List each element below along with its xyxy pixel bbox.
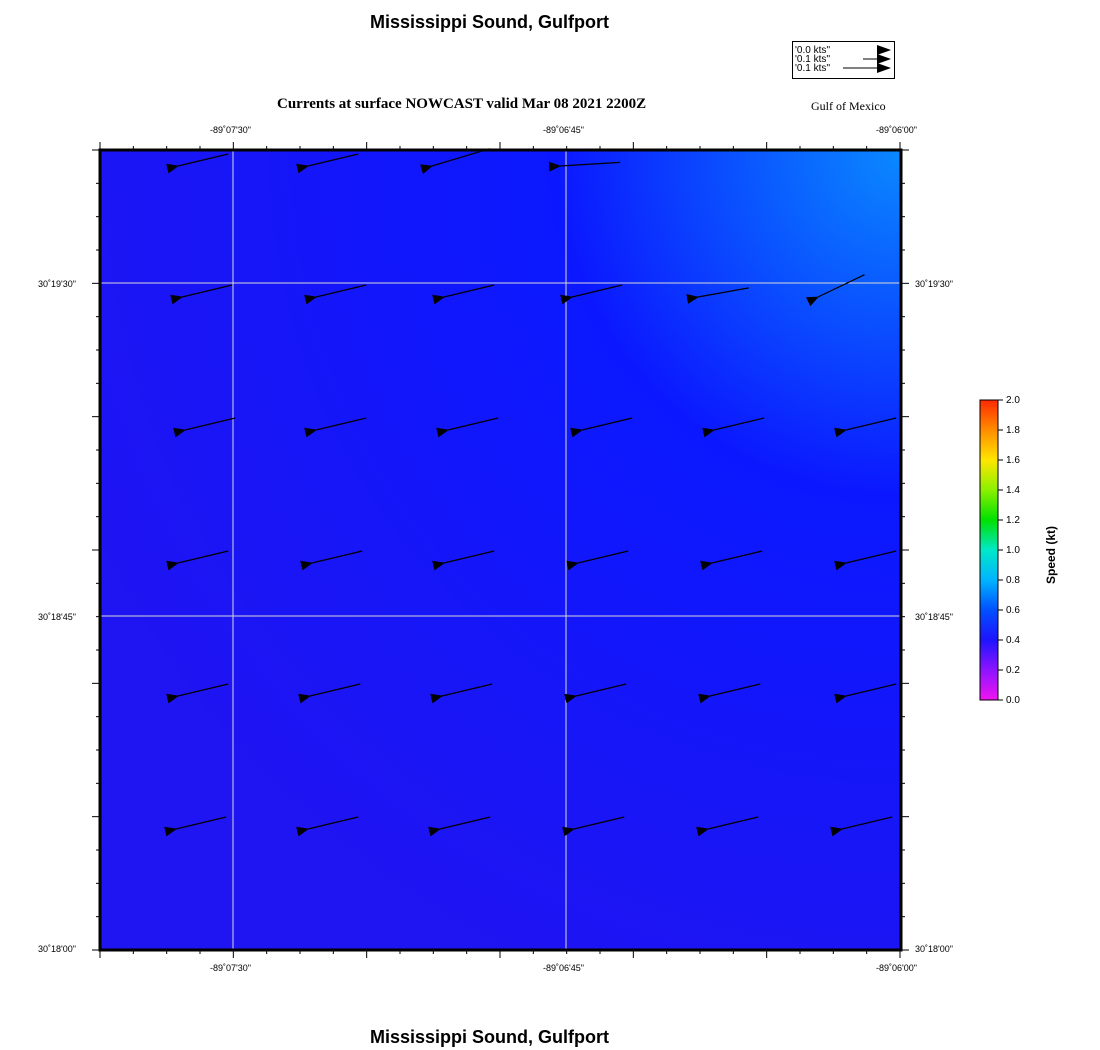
colorbar-label: 1.6 (1006, 455, 1020, 466)
colorbar-ticks (998, 400, 1003, 700)
x-tick-top-0: -89˚07'30" (210, 125, 251, 135)
colorbar-label: 1.0 (1006, 545, 1020, 556)
header-title: Mississippi Sound, Gulfport (370, 12, 610, 32)
y-tick-right-1: 30˚18'45" (915, 612, 953, 622)
legend-arrow-head (877, 45, 891, 55)
legend-label-2: '0.1 kts'' (795, 63, 831, 74)
colorbar-labels (1006, 395, 1046, 707)
colorbar-label: 1.8 (1006, 425, 1020, 436)
legend-label-1: '0.1 kts'' (795, 54, 831, 65)
colorbar-label: 0.0 (1006, 695, 1020, 706)
legend-arrow-head (877, 63, 891, 73)
colorbar-label: 0.6 (1006, 605, 1020, 616)
x-tick-bottom-1: -89˚06'45" (543, 963, 584, 973)
region-label: Gulf of Mexico (811, 99, 886, 113)
map-subtitle: Currents at surface NOWCAST valid Mar 08 2021 2200Z (277, 96, 647, 112)
footer-title: Mississippi Sound, Gulfport (370, 1027, 610, 1047)
legend-arrow-head (877, 54, 891, 64)
current-speed-field (100, 150, 901, 950)
y-tick-right-2: 30˚18'00" (915, 944, 953, 954)
colorbar-label: 1.4 (1006, 485, 1020, 496)
y-tick-right-0: 30˚19'30" (915, 279, 953, 289)
colorbar-label: 1.2 (1006, 515, 1020, 526)
colorbar-title: Speed (kt) (1044, 525, 1058, 584)
colorbar-label: 2.0 (1006, 395, 1020, 406)
x-tick-bottom-2: -89˚06'00" (876, 963, 917, 973)
y-tick-left-1: 30˚18'45" (38, 612, 76, 622)
current-map[interactable] (90, 140, 912, 960)
colorbar-label: 0.4 (1006, 635, 1020, 646)
colorbar-label: 0.8 (1006, 575, 1020, 586)
vector-legend (792, 41, 895, 79)
x-tick-top-1: -89˚06'45" (543, 125, 584, 135)
x-tick-top-2: -89˚06'00" (876, 125, 917, 135)
x-tick-bottom-0: -89˚07'30" (210, 963, 251, 973)
y-tick-left-2: 30˚18'00" (38, 944, 76, 954)
speed-colorbar (975, 395, 1005, 707)
y-tick-left-0: 30˚19'30" (38, 279, 76, 289)
colorbar-label: 0.2 (1006, 665, 1020, 676)
colorbar-scale (980, 400, 998, 700)
legend-label-0: '0.0 kts'' (795, 45, 831, 56)
